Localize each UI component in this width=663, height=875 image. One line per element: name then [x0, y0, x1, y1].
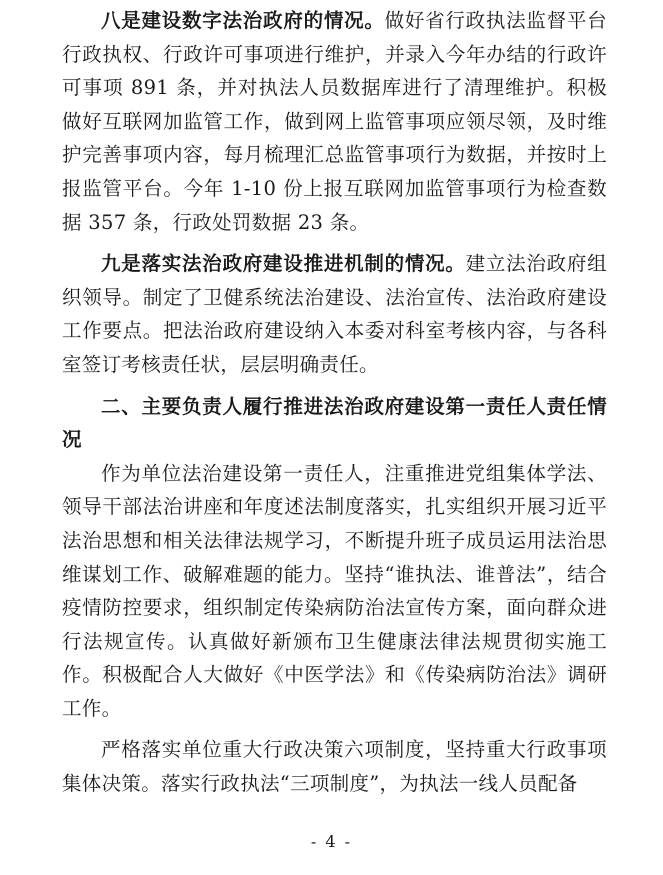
paragraph-text: 做好省行政执法监督平台行政执权、行政许可事项进行维护，并录入今年办结的行政许可事项 891 条，并对执法人员数据库进行了清理维护。积极做好互联网加监管工作，做到网上监管事项应领尽领，及时维护完善事项内容，每月梳理汇总监管事项行为数据，并按时上报监管平台。今年 1-10 份上报互联网加监管事项行为检查数据 357 条，行政处罚数据 23 条。	[62, 9, 607, 234]
body-paragraph: 严格落实单位重大行政决策六项制度，坚持重大行政事项集体决策。落实行政执法“三项制度”，为执法一线人员配备	[62, 738, 607, 796]
page-number: - 4 -	[310, 832, 353, 851]
paragraph-text: 建立法治政府组织领导。制定了卫健系统法治建设、法治宣传、法治政府建设工作要点。把法治政府建设纳入本委对科室考核内容，与各科室签订考核责任状，层层明确责任。	[62, 252, 607, 376]
paragraph-lead: 九是落实法治政府建设推进机制的情况。	[101, 252, 466, 276]
section-heading: 二、主要负责人履行推进法治政府建设第一责任人责任情况	[62, 394, 607, 452]
paragraph-promotion-mechanism	[62, 247, 607, 381]
paragraph-lead: 八是建设数字法治政府的情况。	[101, 9, 385, 32]
document-body	[62, 4, 607, 801]
body-paragraph: 作为单位法治建设第一责任人，注重推进党组集体学法、领导干部法治讲座和年度述法制度落实，扎实组织开展习近平法治思想和相关法律法规学习，不断提升班子成员运用法治思维谋划工作、破解难题的能力。坚持“谁执法、谁普法”，结合疫情防控要求，组织制定传染病防治法宣传方案，面向群众进行法规宣传。认真做好新颁布卫生健康法律法规贯彻实施工作。积极配合人大做好《中医学法》和《传染病防治法》调研工作。	[62, 461, 607, 720]
paragraph-digital-rule-of-law	[62, 4, 607, 239]
